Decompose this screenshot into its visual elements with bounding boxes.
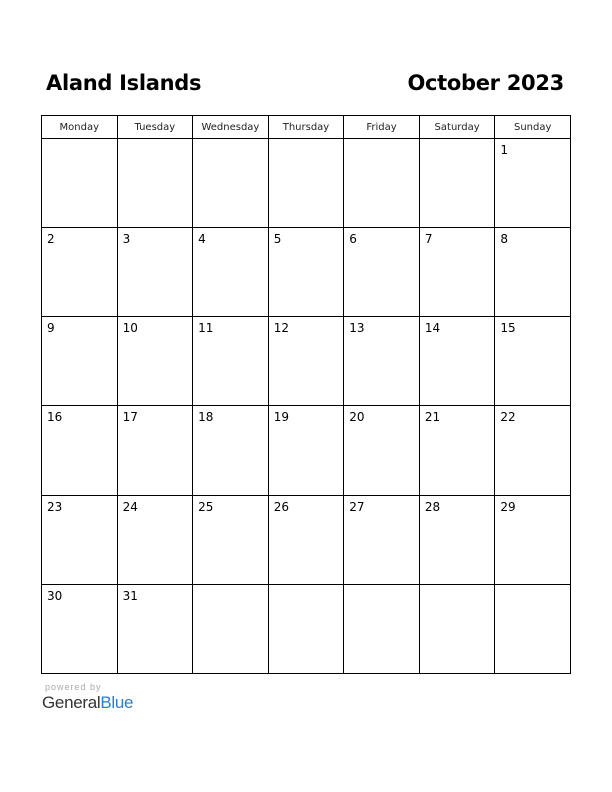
week-row [42,495,571,584]
day-cell [268,584,344,673]
day-number [495,585,570,589]
day-number: 25 [198,499,214,514]
week-row [42,317,571,406]
week-row [42,584,571,673]
day-number [193,585,268,589]
day-cell [42,228,118,317]
day-cell [495,495,571,584]
day-cell [344,495,420,584]
day-number: 20 [349,410,365,425]
day-cell [268,406,344,495]
day-cell [193,406,269,495]
day-cell [419,495,495,584]
day-cell [117,139,193,228]
day-number [344,585,419,589]
day-cell [344,584,420,673]
brand-blue-text: Blue [100,693,134,712]
day-number [269,585,344,589]
day-number: 30 [47,588,63,603]
day-cell [419,406,495,495]
day-cell [495,317,571,406]
day-cell [344,317,420,406]
day-cell [419,139,495,228]
day-number: 2 [47,232,55,247]
day-number: 24 [122,499,138,514]
day-number: 10 [122,321,138,336]
day-cell [193,317,269,406]
day-number [420,139,495,143]
day-cell [495,139,571,228]
day-number: 26 [273,499,289,514]
day-cell [117,495,193,584]
weekday-header: Saturday [419,116,495,139]
day-cell [117,317,193,406]
day-number: 8 [500,232,509,247]
day-number [193,139,268,143]
generalblue-logo[interactable] [42,693,133,713]
day-cell [268,495,344,584]
day-number: 31 [122,588,138,603]
day-number [344,139,419,143]
day-number: 13 [349,321,365,336]
day-cell [117,584,193,673]
weekday-header: Wednesday [193,116,269,139]
day-cell [268,228,344,317]
calendar-grid [41,115,571,674]
day-number: 5 [273,232,282,247]
day-cell [193,495,269,584]
region-title: Aland Islands [46,71,202,95]
day-cell [117,228,193,317]
day-cell [42,406,118,495]
day-cell [42,584,118,673]
day-cell [419,584,495,673]
day-cell [495,584,571,673]
day-cell [344,139,420,228]
day-number [42,139,117,143]
day-cell [344,228,420,317]
day-cell [495,228,571,317]
day-number: 29 [500,499,516,514]
day-cell [193,584,269,673]
week-row [42,406,571,495]
powered-by-text: powered by [45,682,102,692]
weekday-header: Monday [42,116,118,139]
day-number: 27 [349,499,365,514]
day-number: 3 [122,232,131,247]
day-number: 15 [500,321,516,336]
day-number: 12 [273,321,289,336]
day-cell [193,228,269,317]
day-number: 14 [424,321,441,336]
day-cell [42,495,118,584]
weekday-header: Sunday [495,116,571,139]
weekday-header: Tuesday [117,116,193,139]
brand-general-text: General [42,693,101,712]
month-year-title: October 2023 [407,71,564,95]
day-cell [193,139,269,228]
day-cell [42,317,118,406]
day-number: 4 [198,232,206,247]
day-cell [344,406,420,495]
day-number: 22 [500,410,516,425]
day-number: 18 [198,410,214,425]
day-cell [42,139,118,228]
day-number: 6 [349,232,357,247]
week-row [42,139,571,228]
day-number: 9 [47,321,55,336]
day-number: 1 [500,143,509,157]
day-number: 19 [273,410,289,425]
day-cell [117,406,193,495]
weekday-header-row [42,116,571,139]
weekday-header: Thursday [268,116,344,139]
day-number: 16 [47,410,63,425]
day-number [420,585,495,589]
day-number [269,139,344,143]
day-number: 21 [424,410,441,425]
day-cell [268,317,344,406]
day-number [118,139,193,143]
day-number: 23 [47,499,63,514]
week-row [42,228,571,317]
day-number: 11 [198,321,214,336]
day-cell [495,406,571,495]
day-cell [268,139,344,228]
day-cell [419,228,495,317]
weekday-header: Friday [344,116,420,139]
day-number: 7 [424,232,433,247]
day-cell [419,317,495,406]
day-number: 17 [122,410,138,425]
day-number: 28 [424,499,441,514]
